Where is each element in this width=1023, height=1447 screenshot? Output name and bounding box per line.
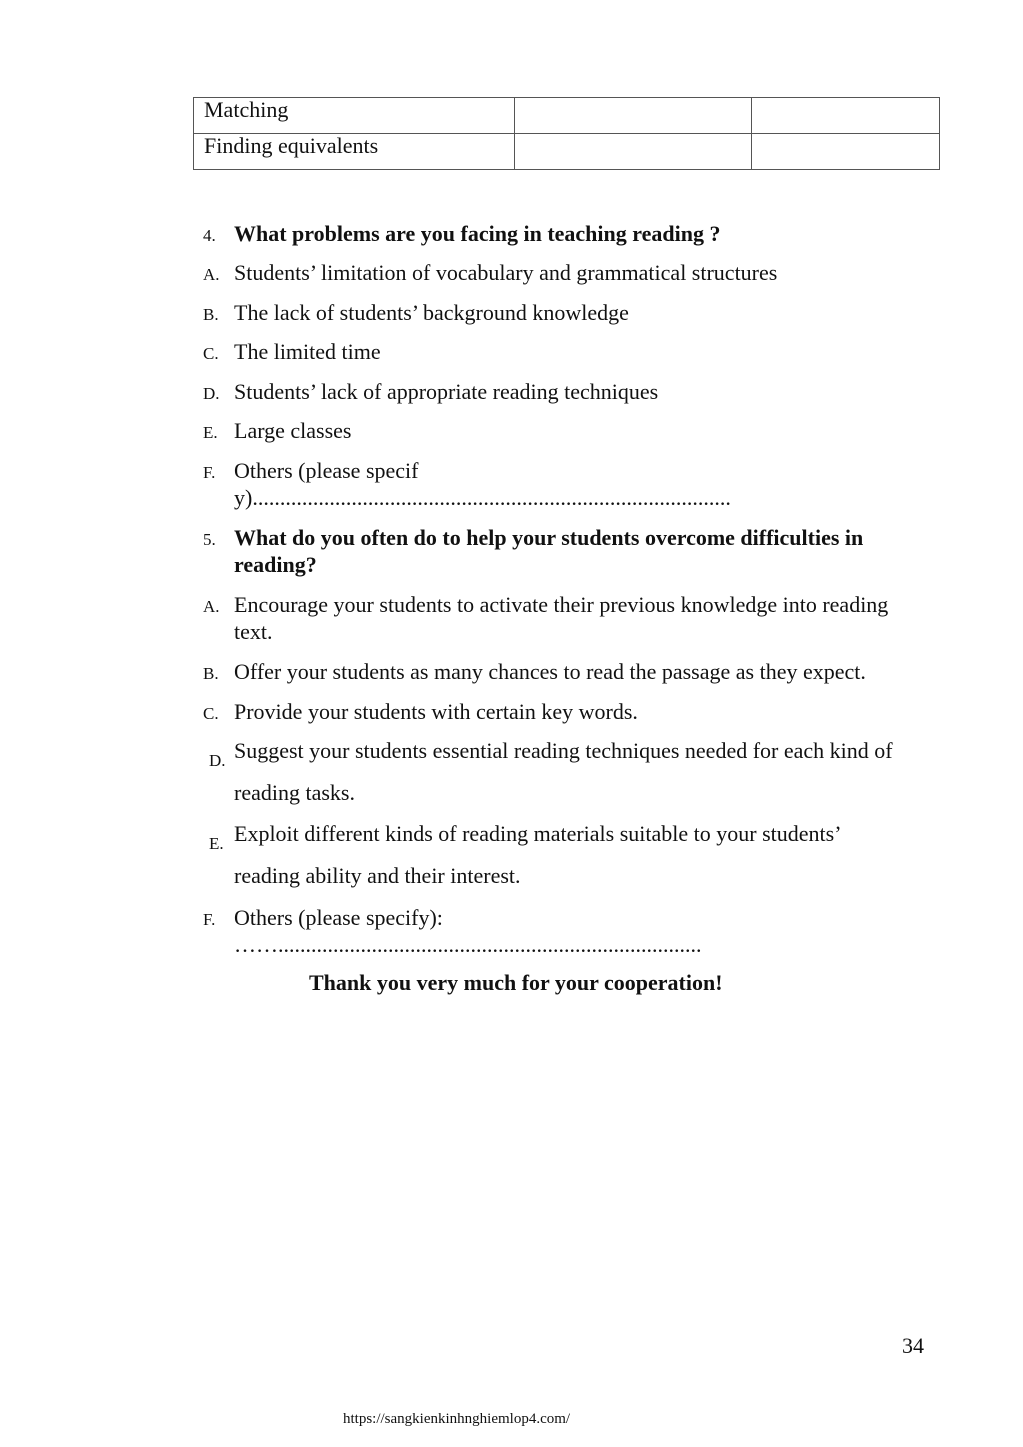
table-row xyxy=(194,98,940,134)
table-cell xyxy=(515,134,752,170)
option-text: The limited time xyxy=(234,339,381,364)
option-text: Others (please specify)....................................................................................... xyxy=(234,458,731,510)
option-text: Offer your students as many chances to read the passage as they expect. xyxy=(234,659,866,684)
option-letter: F. xyxy=(203,910,216,929)
table-cell-label: Finding equivalents xyxy=(194,134,515,170)
footer-url: https://sangkienkinhnghiemlop4.com/ xyxy=(343,1411,571,1427)
question-5 xyxy=(203,524,933,578)
option-5d xyxy=(203,730,903,814)
option-text: Large classes xyxy=(234,418,352,443)
option-letter: F. xyxy=(203,463,216,482)
option-4e xyxy=(203,417,933,444)
page-number: 34 xyxy=(902,1333,924,1358)
table-cell xyxy=(515,98,752,134)
option-4f xyxy=(203,457,823,511)
table-cell xyxy=(752,98,940,134)
option-text: Provide your students with certain key words. xyxy=(234,699,638,724)
table-row xyxy=(194,134,940,170)
option-letter: E. xyxy=(203,423,218,442)
option-letter: C. xyxy=(203,704,219,723)
option-4b xyxy=(203,299,933,326)
option-letter: B. xyxy=(203,664,219,683)
table-cell-label: Matching xyxy=(194,98,515,134)
question-number: 5. xyxy=(203,530,216,549)
option-letter: A. xyxy=(203,597,220,616)
question-text: What problems are you facing in teaching reading ? xyxy=(234,221,721,246)
option-text: Suggest your students essential reading techniques needed for each kind of reading tasks. xyxy=(234,738,893,805)
option-letter: D. xyxy=(209,751,226,770)
option-text: Exploit different kinds of reading materials suitable to your students’ reading ability and their interest. xyxy=(234,821,840,888)
option-4c xyxy=(203,338,933,365)
question-4 xyxy=(203,220,933,247)
option-text: Students’ lack of appropriate reading techniques xyxy=(234,379,659,404)
question-text: What do you often do to help your students overcome difficulties in reading? xyxy=(234,525,864,577)
option-5a xyxy=(203,591,893,645)
option-4d xyxy=(203,378,933,405)
option-text: Encourage your students to activate their previous knowledge into reading text. xyxy=(234,592,889,644)
option-5b xyxy=(203,658,943,685)
option-text: Students’ limitation of vocabulary and grammatical structures xyxy=(234,260,778,285)
question-number: 4. xyxy=(203,226,216,245)
option-5c xyxy=(203,698,933,725)
option-text: Others (please specify): ……............................................................................. xyxy=(234,905,702,957)
option-letter: A. xyxy=(203,265,220,284)
option-letter: C. xyxy=(203,344,219,363)
option-5f xyxy=(203,904,773,958)
option-letter: D. xyxy=(203,384,220,403)
table-cell xyxy=(752,134,940,170)
thank-you-note: Thank you very much for your cooperation! xyxy=(309,970,723,995)
option-5e xyxy=(203,813,843,897)
option-text: The lack of students’ background knowledge xyxy=(234,300,629,325)
option-letter: B. xyxy=(203,305,219,324)
option-4a xyxy=(203,259,933,286)
survey-table xyxy=(193,97,940,170)
option-letter: E. xyxy=(209,834,224,853)
